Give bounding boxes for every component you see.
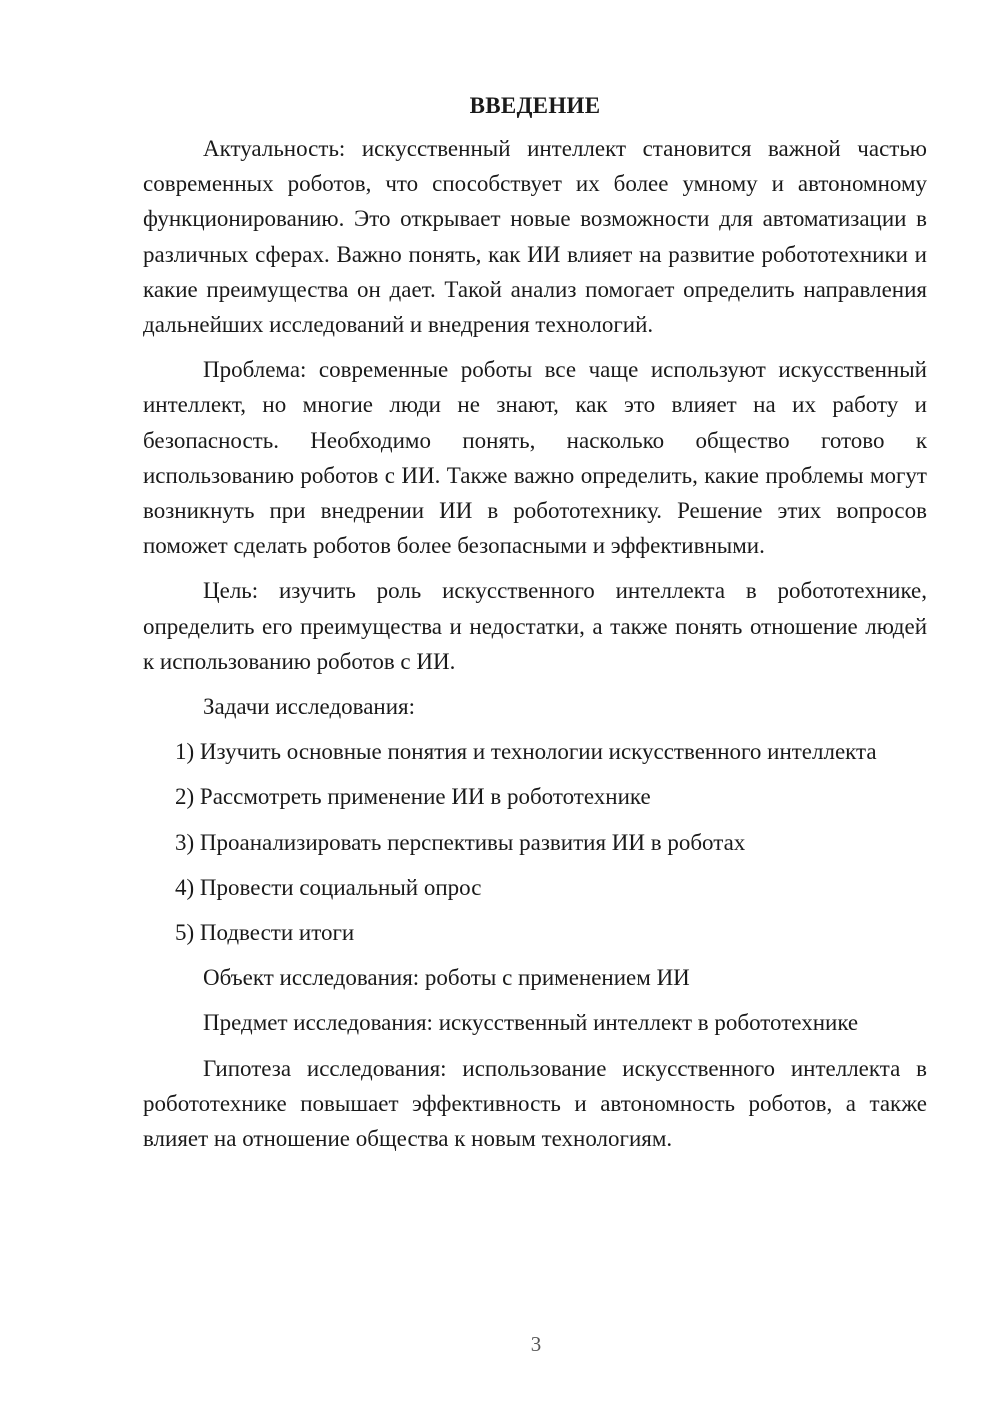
object-paragraph: Объект исследования: роботы с применением ИИ xyxy=(203,965,690,991)
relevance-paragraph: Актуальность: искусственный интеллект становится важной частью современных роботов, что способствует их более умному и автономному функционированию. Это открывает новые возможности для автоматизации в различных сферах. Важно понять, как ИИ влияет на развитие робототехники и какие преимущества он дает. Такой анализ помогает определить направления дальнейших исследований и внедрения технологий. xyxy=(143,136,927,338)
task-item-2: 2) Рассмотреть применение ИИ в робототехнике xyxy=(175,784,651,810)
problem-paragraph: Проблема: современные роботы все чаще используют искусственный интеллект, но многие люди не знают, как это влияет на их работу и безопасность. Необходимо понять, насколько общество готово к использованию роботов с ИИ. Также важно определить, какие проблемы могут возникнуть при внедрении ИИ в робототехнику. Решение этих вопросов поможет сделать роботов более безопасными и эффективными. xyxy=(143,357,927,559)
task-item-1: 1) Изучить основные понятия и технологии искусственного интеллекта xyxy=(175,739,877,765)
goal-paragraph: Цель: изучить роль искусственного интеллекта в робототехнике, определить его преимущества и недостатки, а также понять отношение людей к использованию роботов с ИИ. xyxy=(143,578,927,674)
hypothesis-paragraph: Гипотеза исследования: использование искусственного интеллекта в робототехнике повышает эффективность и автономность роботов, а также влияет на отношение общества к новым технологиям. xyxy=(143,1055,927,1152)
subject-paragraph: Предмет исследования: искусственный интеллект в робототехнике xyxy=(203,1010,859,1036)
task-item-4: 4) Провести социальный опрос xyxy=(175,874,482,900)
document-page xyxy=(143,90,927,1156)
task-item-3: 3) Проанализировать перспективы развития ИИ в роботах xyxy=(175,829,746,855)
section-title: ВВЕДЕНИЕ xyxy=(469,93,601,118)
page-number: 3 xyxy=(530,1332,542,1356)
task-item-5: 5) Подвести итоги xyxy=(175,920,355,946)
tasks-heading: Задачи исследования: xyxy=(203,694,416,720)
